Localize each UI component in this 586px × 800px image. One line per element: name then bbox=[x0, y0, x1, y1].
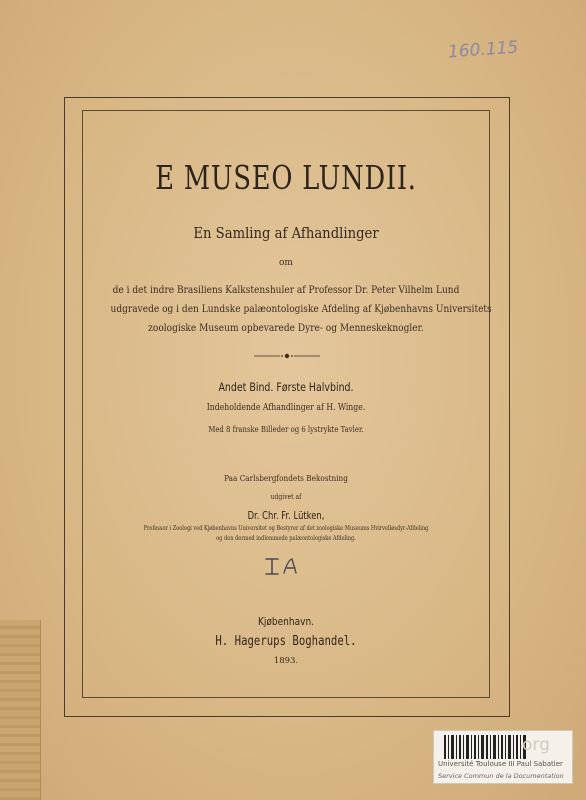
connector-word: om bbox=[279, 258, 293, 268]
publisher: H. Hagerups Boghandel. bbox=[215, 634, 357, 649]
library-sticker bbox=[433, 730, 573, 784]
volume-line: Andet Bind. Første Halvbind. bbox=[218, 380, 354, 394]
edited-by-line: udgivet af bbox=[270, 493, 302, 501]
pencil-shelfmark: 160.115 bbox=[447, 37, 519, 63]
description-line-3: zoologiske Museum opbevarede Dyre- og Menneskeknogler. bbox=[148, 322, 424, 334]
funding-line: Paa Carlsbergfondets Bekostning bbox=[224, 474, 348, 484]
sticker-institution: Université Toulouse III Paul Sabatier bbox=[438, 760, 563, 768]
plates-line: Med 8 franske Billeder og 6 lystrykte Tavler. bbox=[208, 425, 364, 434]
sticker-service: Service Commun de la Documentation bbox=[438, 772, 564, 780]
ornament-divider bbox=[252, 352, 322, 360]
spine-tape bbox=[0, 620, 41, 800]
editor-name: Dr. Chr. Fr. Lütken, bbox=[247, 510, 325, 522]
contents-line: Indeholdende Afhandlinger af H. Winge. bbox=[206, 403, 366, 413]
editor-description-line-2: og den dermed indlemmede palæontologiske Afdeling. bbox=[216, 535, 356, 542]
book-subtitle: En Samling af Afhandlinger bbox=[193, 224, 379, 242]
editor-description-line-1: Professor i Zoologi ved Kjøbenhavns Universitet og Bestyrer af det zoologiske Museums Hvirvelløsdyr-Afdeling bbox=[143, 525, 429, 532]
description-line-2: udgravede og i den Lundske palæontologiske Afdeling af Kjøbenhavns Universitets bbox=[110, 303, 492, 315]
publication-year: 1893. bbox=[273, 656, 299, 666]
book-title: E MUSEO LUNDII. bbox=[155, 158, 417, 197]
handwritten-volume-mark bbox=[262, 556, 308, 578]
sticker-ghost-text: org bbox=[522, 735, 550, 755]
publication-place: Kjøbenhavn. bbox=[257, 615, 315, 628]
description-line-1: de i det indre Brasiliens Kalkstenshuler af Professor Dr. Peter Vilhelm Lund bbox=[112, 284, 460, 296]
